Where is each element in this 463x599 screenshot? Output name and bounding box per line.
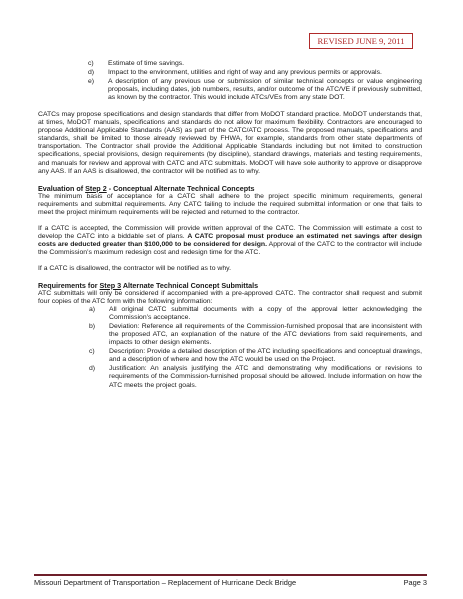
list-marker: a) (89, 306, 96, 314)
heading-suffix: Alternate Technical Concept Submittals (121, 280, 259, 290)
section-heading-step2 (38, 184, 422, 193)
accepted-text-b: Approval of the CATC to the contractor will include the Commission’s maximum redesign cost and redesign time for the ATC. (38, 240, 422, 256)
list-marker: c) (88, 60, 94, 67)
list-item-text: Deviation: Reference all requirements of the Commission-furnished proposal that are inconsistent with the proposed ATC, an explanation of the nature of the ATC deviations from said requirements, and impacts to other design elements. (109, 323, 422, 347)
list-item-text: Description: Provide a detailed description of the ATC including specifications and conceptual drawings, and a description of where and how the ATC would be used on the Project. (109, 348, 422, 364)
list-item-text: Estimate of time savings. (108, 60, 185, 67)
page-number: Page 3 (403, 578, 427, 587)
footer-title: Missouri Department of Transportation – Replacement of Hurricane Deck Bridge (34, 578, 297, 587)
list-item (88, 78, 422, 102)
section-heading-step3 (38, 281, 422, 290)
heading-prefix: Requirements for (38, 280, 100, 290)
ordered-list-top (88, 60, 422, 102)
list-item (89, 348, 422, 364)
accepted-text-bold: A CATC proposal must produce an estimated net savings after design costs are deducted greater than $100,000 to be considered for design. (38, 232, 422, 248)
footer-rule (34, 574, 427, 576)
list-marker: d) (89, 365, 96, 373)
ordered-list-bottom (89, 306, 422, 389)
list-item (88, 60, 422, 68)
list-item (89, 323, 422, 347)
list-item (89, 306, 422, 322)
list-item-text: A description of any previous use or submission of similar technical concepts or value engineering proposals, including dates, job numbers, results, and/or outcome of the ATC/VE if previously submitted, as known by the contractor. This would include ATCs/VEs from any state DOT. (108, 78, 422, 102)
page-footer (34, 578, 427, 590)
list-item (88, 69, 422, 77)
paragraph-catc-standards: CATCs may propose specifications and design standards that differ from MoDOT standard practice. MoDOT understands that, at times, MoDOT manuals, specifications and standards do not allow for maximum flexibility. Contractors are encouraged to propose Additional Applicable Standards (AAS) as part of the CATC/ATC process. The proposed manuals, specifications and standards, shall be limited to those already reviewed by FHWA, for example, standards from other state departments of transportation. The Contractor shall provide the Additional Applicable Standards including but not limited to construction specifications, special provisions, design requirements (by discipline), standard drawings, materials and testing requirements, and manuals for review and approval with CATC and ATC submittals. MoDOT will have sole authority to approve or disapprove any AAS. If an AAS is disallowed, the contractor will be notified as to why. (38, 111, 422, 175)
heading-prefix: Evaluation of (38, 183, 86, 193)
heading-suffix: - Conceptual Alternate Technical Concepts (106, 183, 255, 193)
list-item (89, 365, 422, 389)
list-marker: c) (89, 348, 95, 356)
list-marker: e) (88, 78, 95, 86)
paragraph-catc-disallowed: If a CATC is disallowed, the contractor will be notified as to why. (38, 264, 231, 272)
revision-stamp: REVISED JUNE 9, 2011 (309, 33, 413, 49)
paragraph-catc-accepted (38, 225, 422, 257)
paragraph-step3: ATC submittals will only be considered if accompanied with a pre-approved CATC. The contractor shall request and submit four copies of the ATC form with the following information: (38, 289, 422, 306)
list-marker: d) (88, 69, 95, 77)
heading-step-label: Step 2 (85, 183, 107, 193)
list-item-text: All original CATC submittal documents with a copy of the approval letter acknowledging the Commission’s acceptance. (109, 306, 422, 322)
paragraph-step2: The minimum basis of acceptance for a CATC shall adhere to the project specific minimum requirements, general requirements and submittal requirements. Any CATC failing to include the required submittal information or one that fails to meet the project minimum requirements will be rejected and returned to the contractor. (38, 192, 422, 216)
list-item-text: Justification: An analysis justifying the ATC and demonstrating why modifications or revisions to requirements of the Commission-furnished proposal should be allowed. Include information on how the ATC meets the project goals. (109, 365, 422, 389)
accepted-text-a: If a CATC is accepted, the Commission will provide written approval of the CATC. The Commission will estimate a cost to develop the CATC into a biddable set of plans. (38, 224, 422, 240)
page-body (38, 60, 422, 391)
list-marker: b) (89, 323, 96, 331)
heading-step-label: Step 3 (99, 280, 122, 290)
list-item-text: Impact to the environment, utilities and right of way and any previous permits or approvals. (108, 69, 382, 77)
